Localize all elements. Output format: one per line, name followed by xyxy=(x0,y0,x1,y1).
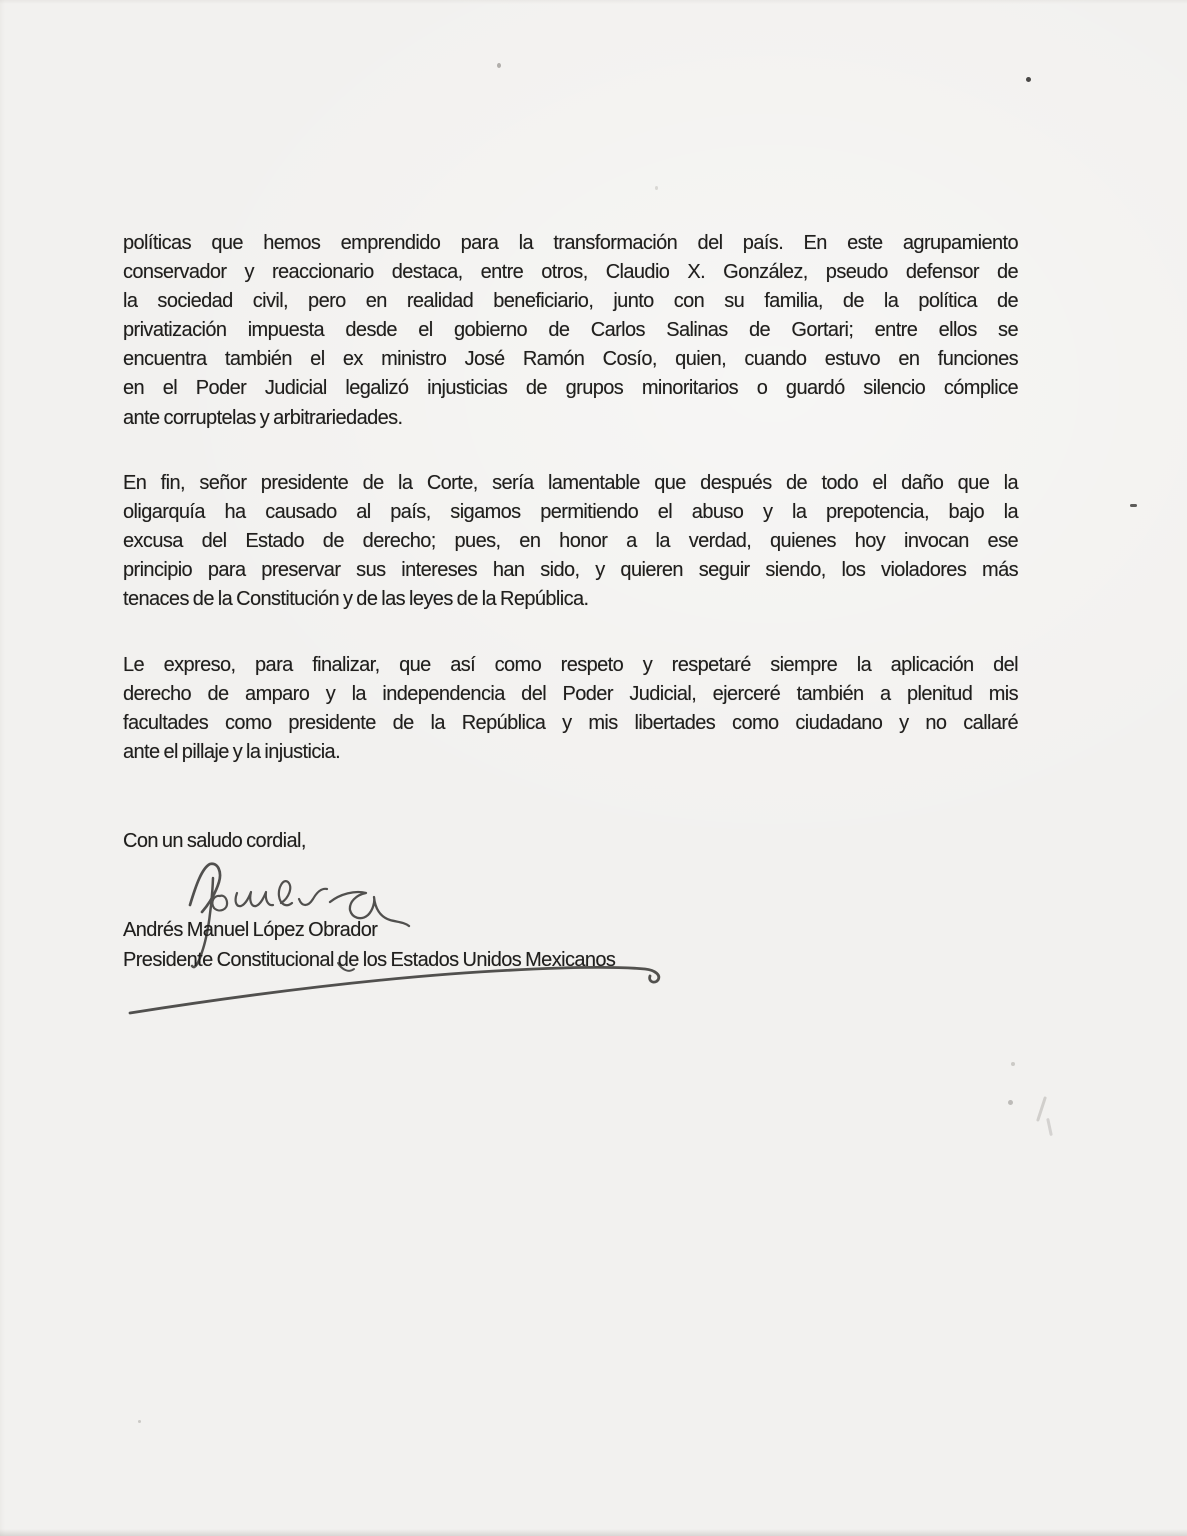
scan-speck xyxy=(1008,1100,1013,1105)
letter-line: principio para preservar sus intereses han sido, y quieren seguir siendo, los violadores más xyxy=(123,559,1018,582)
scan-speck xyxy=(138,1420,141,1423)
letter-line: derecho de amparo y la independencia del Poder Judicial, ejerceré también a plenitud mis xyxy=(123,682,1018,705)
letter-line: la sociedad civil, pero en realidad beneficiario, junto con su familia, de la política de xyxy=(123,289,1018,312)
scan-speck xyxy=(655,186,658,190)
letter-line: facultades como presidente de la República y mis libertades como ciudadano y no callaré xyxy=(123,711,1018,734)
signature-letter-o xyxy=(212,896,227,911)
signer-name: Andrés Manuel López Obrador xyxy=(123,918,378,941)
letter-line: En fin, señor presidente de la Corte, sería lamentable que después de todo el daño que la xyxy=(123,471,1018,494)
letter-line: tenaces de la Constitución y de las leyes de la República. xyxy=(123,588,589,611)
scan-speck xyxy=(1130,504,1137,507)
signer-title: Presidente Constitucional de los Estados Unidos Mexicanos xyxy=(123,948,616,971)
signature-letters-ua xyxy=(236,892,273,906)
scan-speck xyxy=(1036,1096,1047,1122)
letter-paragraph-2 xyxy=(123,469,1018,615)
letter-paragraph-3 xyxy=(123,651,1018,768)
scan-speck xyxy=(1046,1118,1053,1136)
letter-closing: Con un saludo cordial, xyxy=(123,829,306,852)
letter-line: conservador y reaccionario destaca, entre otros, Claudio X. González, pseudo defensor de xyxy=(123,260,1018,283)
letter-line: Le expreso, para finalizar, que así como respeto y respetaré siempre la aplicación del xyxy=(123,653,1018,676)
signature-letter-e xyxy=(279,881,292,905)
scan-speck xyxy=(1026,77,1031,82)
scan-speck xyxy=(497,63,501,68)
letter-line: encuentra también el ex ministro José Ramón Cosío, quien, cuando estuvo en funciones xyxy=(123,348,1018,371)
scan-speck xyxy=(1011,1062,1015,1066)
letter-paragraph-1 xyxy=(123,229,1018,433)
letter-line: ante corruptelas y arbitrariedades. xyxy=(123,406,403,429)
letter-line: en el Poder Judicial legalizó injusticias de grupos minoritarios o guardó silencio cómplice xyxy=(123,377,1018,400)
letter-line: privatización impuesta desde el gobierno de Carlos Salinas de Gortari; entre ellos se xyxy=(123,319,1018,342)
signature-letters-ev xyxy=(299,889,327,905)
letter-line: excusa del Estado de derecho; pues, en honor a la verdad, quienes hoy invocan ese xyxy=(123,529,1018,552)
letter-line: políticas que hemos emprendido para la transformación del país. En este agrupamiento xyxy=(123,231,1018,254)
signature-loop xyxy=(190,864,220,912)
letter-line: oligarquía ha causado al país, sigamos permitiendo el abuso y la prepotencia, bajo la xyxy=(123,500,1018,523)
letter-line: ante el pillaje y la injusticia. xyxy=(123,741,341,764)
